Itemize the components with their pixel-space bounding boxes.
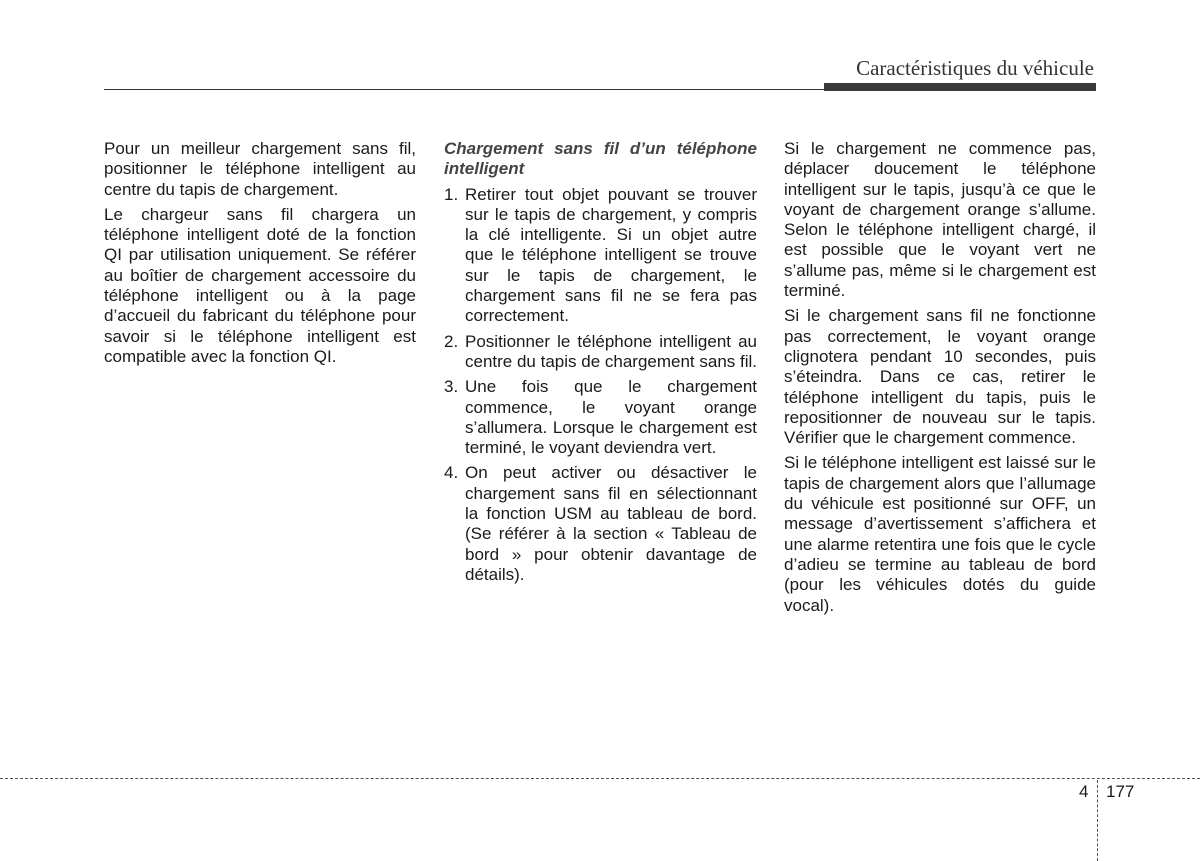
step-text: Retirer tout objet pouvant se trouver sur le tapis de chargement, y compris la clé intelligente. Si un objet autre que le téléphone intelligent se trouve sur le tapis de chargement, le chargement sans fil ne se fera pas correctement. <box>465 184 757 326</box>
step-item <box>444 332 757 373</box>
column-3 <box>784 139 1096 621</box>
column-2 <box>444 139 757 590</box>
header-rule-accent <box>824 83 1096 91</box>
steps-list <box>444 185 757 586</box>
paragraph: Si le chargement ne commence pas, déplacer doucement le téléphone intelligent sur le tapis, jusqu’à ce que le voyant de chargement orange s’allume. Selon le téléphone intelligent chargé, il est possible que le voyant vert ne s’allume pas, même si le chargement est terminé. <box>784 139 1096 301</box>
column-1 <box>104 139 416 372</box>
page-number: 177 <box>1106 782 1135 801</box>
step-number: 1. <box>444 184 459 204</box>
footer-divider <box>0 778 1200 779</box>
section-heading: Chargement sans fil d’un téléphone intelligent <box>444 139 757 179</box>
step-number: 4. <box>444 463 459 483</box>
step-number: 3. <box>444 377 459 397</box>
footer-page-separator <box>1097 780 1098 861</box>
step-number: 2. <box>444 331 459 351</box>
paragraph: Si le téléphone intelligent est laissé sur le tapis de chargement alors que l’allumage du véhicule est positionné sur OFF, un message d’avertissement s’affichera et une alarme retentira une fois que le cycle d’adieu se termine au tableau de bord (pour les véhicules dotés du guide vocal). <box>784 453 1096 615</box>
step-text: Positionner le téléphone intelligent au centre du tapis de chargement sans fil. <box>465 331 757 371</box>
paragraph: Le chargeur sans fil chargera un téléphone intelligent doté de la fonction QI par utilisation uniquement. Se référer au boîtier de chargement accessoire du téléphone intelligent ou à la page d’accueil du fabricant du téléphone pour savoir si le téléphone intelligent est compatible avec la fonction QI. <box>104 204 416 366</box>
chapter-number: 4 <box>1079 782 1089 801</box>
step-item <box>444 185 757 327</box>
step-text: On peut activer ou désactiver le chargement sans fil en sélectionnant la fonction USM au tableau de bord. (Se référer à la section « Tableau de bord » pour obtenir davantage de détails). <box>465 463 757 584</box>
header-title: Caractéristiques du véhicule <box>856 56 1094 80</box>
paragraph: Si le chargement sans fil ne fonctionne pas correctement, le voyant orange clignotera pendant 10 secondes, puis s’éteindra. Dans ce cas, retirer le téléphone intelligent du tapis, puis le repositionner de nouveau sur le tapis. Vérifier que le chargement commence. <box>784 306 1096 448</box>
step-item <box>444 377 757 458</box>
step-item <box>444 463 757 585</box>
step-text: Une fois que le chargement commence, le voyant orange s’allumera. Lorsque le chargement est terminé, le voyant deviendra vert. <box>465 377 757 458</box>
header-rule <box>104 89 824 90</box>
paragraph: Pour un meilleur chargement sans fil, positionner le téléphone intelligent au centre du tapis de chargement. <box>104 139 416 199</box>
